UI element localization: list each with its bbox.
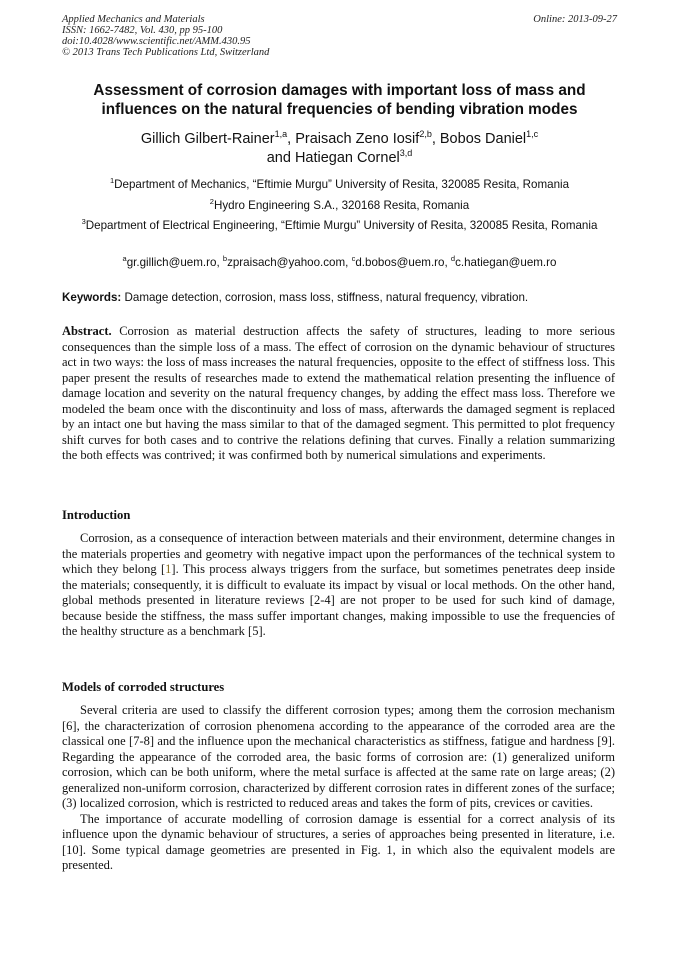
author-sup: 3,d: [399, 148, 413, 158]
doi-line: doi:10.4028/www.scientific.net/AMM.430.95: [62, 36, 251, 47]
author-list: [62, 130, 617, 168]
paragraph: Several criteria are used to classify the different corrosion types; among them the corrosion mechanism [6], the characterization of corrosion phenomena according to the appearance of the corroded area are the classical one [7-8] and the influence upon the mechanical characteristics as stiffness, fatigue and hardness [9]. Regarding the appearance of the corroded area, the basic forms of corrosion are: (1) generalized uniform corrosion, which can be both uniform, where the metal surface is affected at the same rate on large areas; (2) generalized non-uniform corrosion, characterized by different corrosion rates in different zones of the surface; (3) localized corrosion, which is restricted to reduced areas and takes the form of pits, crevices or cavities.: [62, 703, 615, 811]
email-link[interactable]: d.bobos@uem.ro,: [355, 256, 451, 269]
email-sup: c: [351, 254, 356, 263]
email-link[interactable]: zpraisach@yahoo.com,: [227, 256, 352, 269]
journal-name: Applied Mechanics and Materials: [62, 14, 205, 25]
keywords-text: Damage detection, corrosion, mass loss, stiffness, natural frequency, vibration.: [121, 291, 529, 304]
copyright-line: © 2013 Trans Tech Publications Ltd, Switzerland: [62, 47, 270, 58]
affiliation-3: [62, 218, 617, 234]
section-heading-introduction: Introduction: [62, 508, 131, 522]
author-sup: 1,c: [526, 129, 539, 139]
abstract-text: Corrosion as material destruction affects the safety of structures, leading to more serious consequences than the simple loss of a mass. The effect of corrosion on the dynamic behaviour of structures act in two ways: the loss of mass increases the natural frequencies, opposite to the effect of stiffness loss. This paper present the results of researches made to extend the mathematical relation presenting the influence of damage location and severity on the natural frequency changes, by adding the effect mass loss. Therefore we modeled the beam once with the discontinuity and loss of mass, afterwards the damaged segment is replaced by an intact one but having the mass similar to that of the damaged segment. This permitted to plot frequency shift curves for both cases and to contrive the relations defining that curves. Finally a relation summarizing the both effects was contrived; it was confirmed both by numerical simulations and experiments.: [62, 324, 615, 463]
email-sup: a: [122, 254, 127, 263]
author-name: Praisach Zeno Iosif: [295, 131, 420, 147]
author-name: Bobos Daniel: [439, 131, 527, 147]
email-sup: b: [222, 254, 228, 263]
models-body: [62, 703, 615, 874]
paragraph-text: ]. This process always triggers from the surface, but sometimes penetrates deep inside the materials; consequently, it is difficult to evaluate its impact by visual or local methods. On the other hand, global methods presented in literature reviews [2-4] are not proper to be used for such kind of damage, because beside the stiffness, the mass suffer important changes, making impossible to use the frequencies of the healthy structure as a benchmark [5].: [62, 562, 615, 639]
author-separator: ,: [431, 131, 440, 147]
abstract: [62, 324, 615, 464]
issn-line: ISSN: 1662-7482, Vol. 430, pp 95-100: [62, 25, 223, 36]
author-name: Gillich Gilbert-Rainer: [140, 131, 275, 147]
paper-title: Assessment of corrosion damages with important loss of mass and influences on the natural frequencies of bending vibration modes: [93, 82, 586, 118]
email-sup: d: [450, 254, 456, 263]
author-name: and Hatiegan Cornel: [266, 150, 400, 166]
abstract-label: Abstract.: [62, 324, 112, 338]
email-link[interactable]: gr.gillich@uem.ro,: [126, 256, 223, 269]
affiliation-sup: 3: [81, 217, 86, 226]
citation-link[interactable]: 1: [165, 562, 172, 577]
email-list: [62, 255, 617, 271]
email-link[interactable]: c.hatiegan@uem.ro: [455, 256, 557, 269]
affiliation-text: Department of Mechanics, “Eftimie Murgu” University of Resita, 320085 Resita, Romania: [114, 178, 570, 191]
affiliation-text: Department of Electrical Engineering, “Eftimie Murgu” University of Resita, 320085 Resita, Romania: [85, 219, 598, 232]
journal-header: [62, 14, 617, 58]
paragraph-text: Corrosion, as a consequence of interaction between materials and their environment, determine changes in the materials properties and geometry with negative impact upon the performances of the technical system to which they belong [: [62, 531, 615, 577]
affiliation-2: [62, 198, 617, 214]
affiliation-1: [62, 177, 617, 193]
keywords-label: Keywords:: [62, 291, 122, 304]
affiliation-text: Hydro Engineering S.A., 320168 Resita, Romania: [213, 199, 470, 212]
introduction-body: [62, 531, 615, 640]
paragraph: The importance of accurate modelling of corrosion damage is essential for a correct analysis of its influence upon the dynamic behaviour of structures, a series of approaches being presented in literature, i.e. [10]. Some typical damage geometries are presented in Fig. 1, in which also the equivalent models are presented.: [62, 811, 615, 873]
author-sup: 1,a: [274, 129, 288, 139]
author-separator: ,: [287, 131, 296, 147]
section-heading-models: Models of corroded structures: [62, 680, 225, 694]
affiliation-sup: 1: [109, 176, 115, 185]
author-sup: 2,b: [419, 129, 432, 139]
keywords: [62, 290, 617, 305]
affiliation-sup: 2: [209, 197, 214, 206]
online-date: Online: 2013-09-27: [533, 14, 617, 25]
